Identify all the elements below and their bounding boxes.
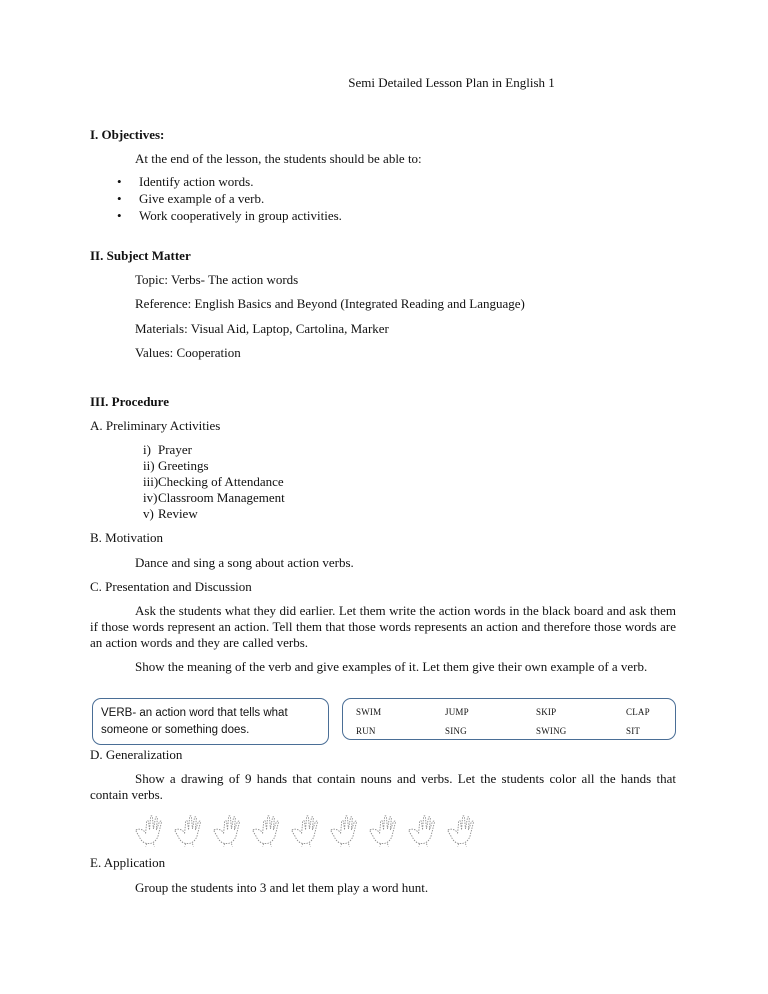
reference-line: Reference: English Basics and Beyond (Integrated Reading and Language) (135, 296, 525, 311)
item-text: Prayer (158, 442, 192, 457)
verb-example: SWING (536, 726, 567, 736)
objective-text: Give example of a verb. (139, 191, 265, 206)
hands-illustration (132, 808, 483, 848)
item-text: Checking of Attendance (158, 474, 284, 489)
outlined-hand-icon (132, 808, 171, 848)
generalization-text: Show a drawing of 9 hands that contain nouns and verbs. Let the students color all the hands that contain verbs. (90, 771, 676, 802)
presentation-paragraph-2: Show the meaning of the verb and give examples of it. Let them give their own example of a verb. (135, 659, 648, 674)
item-number: ii) (143, 458, 155, 473)
motivation-text: Dance and sing a song about action verbs. (135, 555, 354, 570)
procedure-heading: III. Procedure (90, 394, 169, 409)
motivation-heading: B. Motivation (90, 530, 163, 545)
verb-example: SING (445, 726, 467, 736)
verb-example: SIT (626, 726, 641, 736)
outlined-hand-icon (171, 808, 210, 848)
item-text: Classroom Management (158, 490, 285, 505)
verb-example: RUN (356, 726, 376, 736)
definition-line-2: someone or something does. (101, 724, 250, 736)
item-number: i) (143, 442, 151, 457)
outlined-hand-icon (327, 808, 366, 848)
application-heading: E. Application (90, 855, 166, 870)
page-title: Semi Detailed Lesson Plan in English 1 (348, 75, 555, 90)
outlined-hand-icon (210, 808, 249, 848)
objectives-heading: I. Objectives: (90, 127, 165, 142)
verb-examples-box (342, 698, 676, 740)
definition-line-1: VERB- an action word that tells what (101, 707, 288, 719)
outlined-hand-icon (288, 808, 327, 848)
verb-example: SKIP (536, 707, 557, 717)
verb-example: CLAP (626, 707, 650, 717)
item-number: iv) (143, 490, 158, 505)
item-text: Greetings (158, 458, 209, 473)
verb-example: SWIM (356, 707, 382, 717)
presentation-heading: C. Presentation and Discussion (90, 579, 252, 594)
presentation-paragraph-1: Ask the students what they did earlier. Let them write the action words in the black board and ask them if those words represent an action. Tell them that those words represents an action and therefore those words are an action words and they are called verbs. (90, 603, 676, 650)
verb-definition-box (92, 698, 329, 745)
outlined-hand-icon (444, 808, 483, 848)
verb-example: JUMP (445, 707, 469, 717)
generalization-heading: D. Generalization (90, 747, 183, 762)
item-number: v) (143, 506, 154, 521)
values-line: Values: Cooperation (135, 345, 241, 360)
objective-text: Identify action words. (139, 174, 254, 189)
application-text: Group the students into 3 and let them play a word hunt. (135, 880, 429, 895)
outlined-hand-icon (249, 808, 288, 848)
subject-matter-heading: II. Subject Matter (90, 248, 191, 263)
objectives-intro: At the end of the lesson, the students should be able to: (135, 151, 422, 166)
outlined-hand-icon (405, 808, 444, 848)
item-number: iii) (143, 474, 159, 489)
bullet-icon: • (117, 174, 122, 189)
bullet-icon: • (117, 191, 122, 206)
topic-line: Topic: Verbs- The action words (135, 272, 299, 287)
preliminary-heading: A. Preliminary Activities (90, 418, 221, 433)
objective-text: Work cooperatively in group activities. (139, 208, 342, 223)
bullet-icon: • (117, 208, 122, 223)
materials-line: Materials: Visual Aid, Laptop, Cartolina, Marker (135, 321, 389, 336)
outlined-hand-icon (366, 808, 405, 848)
item-text: Review (158, 506, 198, 521)
